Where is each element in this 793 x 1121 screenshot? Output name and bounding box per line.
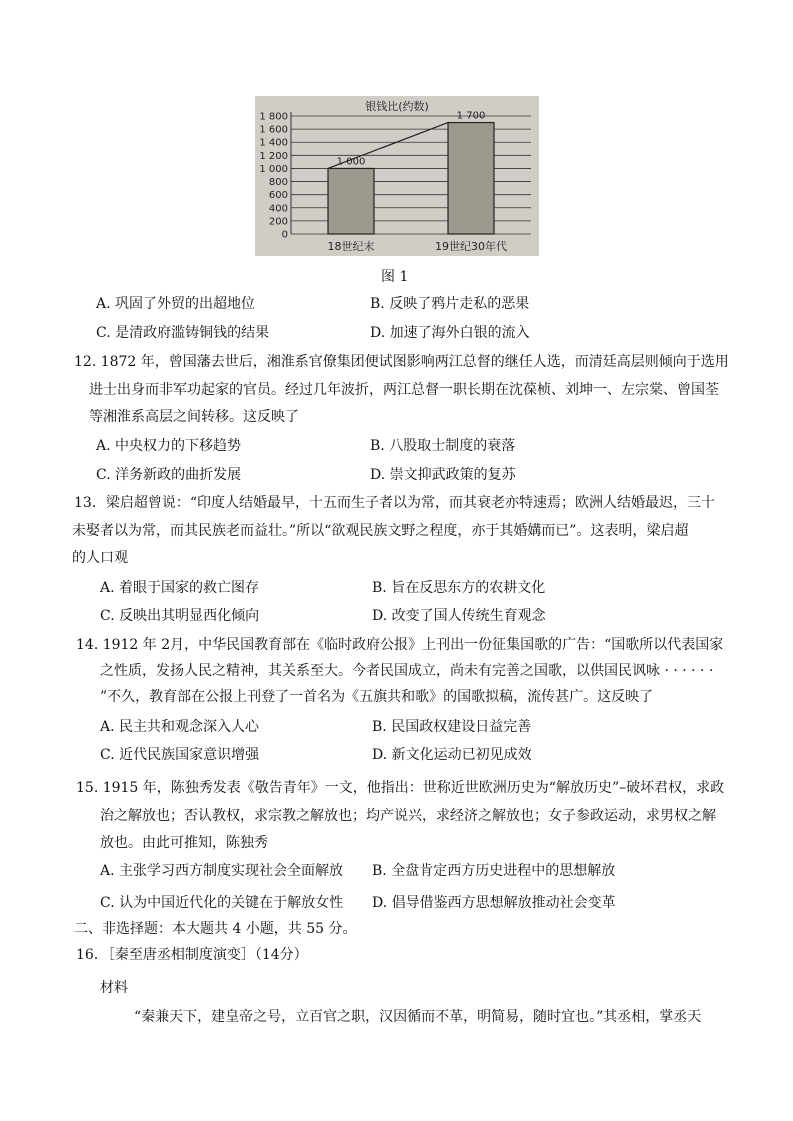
q14-option-b: B. 民国政权建设日益完善	[372, 719, 532, 735]
y-tick-label: 1 800	[259, 111, 288, 123]
q12-option-b: B. 八股取士制度的衰落	[370, 438, 516, 454]
q15-line-2: 治之解放也；否认教权，求宗教之解放也；均产说兴，求经济之解放也；女子参政运动，求男权之解	[100, 808, 716, 824]
q15-option-a: A. 主张学习西方制度实现社会全面解放	[100, 863, 344, 879]
q12-line-2: 进士出身而非军功起家的官员。经过几年波折，两江总督一职长期在沈葆桢、刘坤一、左宗棠、曾国荃	[89, 382, 719, 398]
q13-option-d: D. 改变了国人传统生育观念	[372, 608, 546, 624]
q12-option-c: C. 洋务新政的曲折发展	[96, 467, 242, 483]
q14-option-a: A. 民主共和观念深入人心	[100, 719, 260, 735]
q14-option-c: C. 近代民族国家意识增强	[100, 747, 260, 763]
y-tick-label: 1 000	[259, 163, 288, 175]
y-tick-label: 1 600	[259, 124, 288, 136]
bar-value-label: 1 700	[456, 110, 486, 122]
q12-option-d: D. 崇文抑武政策的复苏	[370, 467, 516, 483]
q15-option-b: B. 全盘肯定西方历史进程中的思想解放	[372, 863, 616, 879]
x-category-label: 18世纪末	[327, 240, 375, 253]
q11-option-b: B. 反映了鸦片走私的恶果	[370, 296, 530, 312]
section-2-heading: 二、非选择题：本大题共 4 小题，共 55 分。	[74, 921, 357, 937]
q14-option-d: D. 新文化运动已初见成效	[372, 747, 532, 763]
q13-option-c: C. 反映出其明显西化倾向	[100, 608, 260, 624]
q11-option-d: D. 加速了海外白银的流入	[370, 325, 530, 341]
q11-option-c: C. 是清政府滥铸铜钱的结果	[96, 325, 270, 341]
y-tick-label: 200	[268, 216, 288, 228]
q14-line-2: 之性质，发扬人民之精神，其关系至大。今者民国成立，尚未有完善之国歌，以供国民讽咏 · · · · · ·	[100, 663, 714, 679]
y-tick-label: 400	[268, 203, 288, 215]
q13-option-a: A. 着眼于国家的救亡图存	[100, 580, 260, 596]
q16-material-label: 材料	[100, 980, 128, 996]
q12-line-1: 12. 1872 年，曾国藩去世后，湘淮系官僚集团便试图影响两江总督的继任人选，而清廷高层则倾向于选用	[74, 354, 729, 370]
y-tick-label: 0	[281, 229, 288, 241]
q16-title: 16．［秦至唐丞相制度演变］（14分）	[76, 947, 308, 963]
q11-option-a: A. 巩固了外贸的出超地位	[96, 296, 256, 312]
q14-line-3: ”不久，教育部在公报上刊登了一首名为《五旗共和歌》的国歌拟稿，流传甚广。这反映了	[100, 689, 654, 705]
q13-line-3: 的人口观	[72, 550, 128, 566]
q15-option-c: C. 认为中国近代化的关键在于解放女性	[100, 895, 344, 911]
y-tick-label: 600	[268, 190, 288, 202]
q12-line-3: 等湘淮系高层之间转移。这反映了	[89, 409, 299, 425]
q15-line-3: 放也。由此可推知，陈独秀	[100, 835, 268, 851]
q12-option-a: A. 中央权力的下移趋势	[96, 438, 242, 454]
q15-line-1: 15. 1915 年，陈独秀发表《敬告青年》一文，他指出：世称近世欧洲历史为“解放历史”–破坏君权，求政	[76, 780, 725, 796]
y-tick-label: 1 200	[259, 150, 288, 162]
q13-line-1: 13．梁启超曾说：“印度人结婚最早，十五而生子者以为常，而其衰老亦特速焉；欧洲人结婚最迟，三十	[74, 495, 715, 511]
q13-line-2: 未娶者以为常，而其民族老而益壮。”所以“欲观民族文野之程度，亦于其婚媾而已”。这表明，梁启超	[72, 523, 689, 539]
bar-value-label: 1 000	[336, 156, 366, 168]
q15-option-d: D. 倡导借鉴西方思想解放推动社会变革	[372, 895, 616, 911]
q13-option-b: B. 旨在反思东方的农耕文化	[372, 580, 546, 596]
x-category-label: 19世纪30年代	[435, 240, 507, 253]
silver-copper-ratio-chart	[255, 96, 539, 256]
bar	[328, 168, 374, 234]
figure-caption: 图 1	[381, 269, 409, 285]
q14-line-1: 14. 1912 年 2月，中华民国教育部在《临时政府公报》上刊出一份征集国歌的广告：“国歌所以代表国家	[76, 637, 724, 653]
q16-material-text: “秦兼天下，建皇帝之号，立百官之职，汉因循而不革，明简易，随时宜也。”其丞相，掌丞天	[134, 1009, 702, 1025]
chart-title: 银钱比(约数)	[365, 100, 429, 113]
y-tick-label: 800	[268, 177, 288, 189]
bar	[448, 123, 494, 234]
y-tick-label: 1 400	[259, 137, 288, 149]
